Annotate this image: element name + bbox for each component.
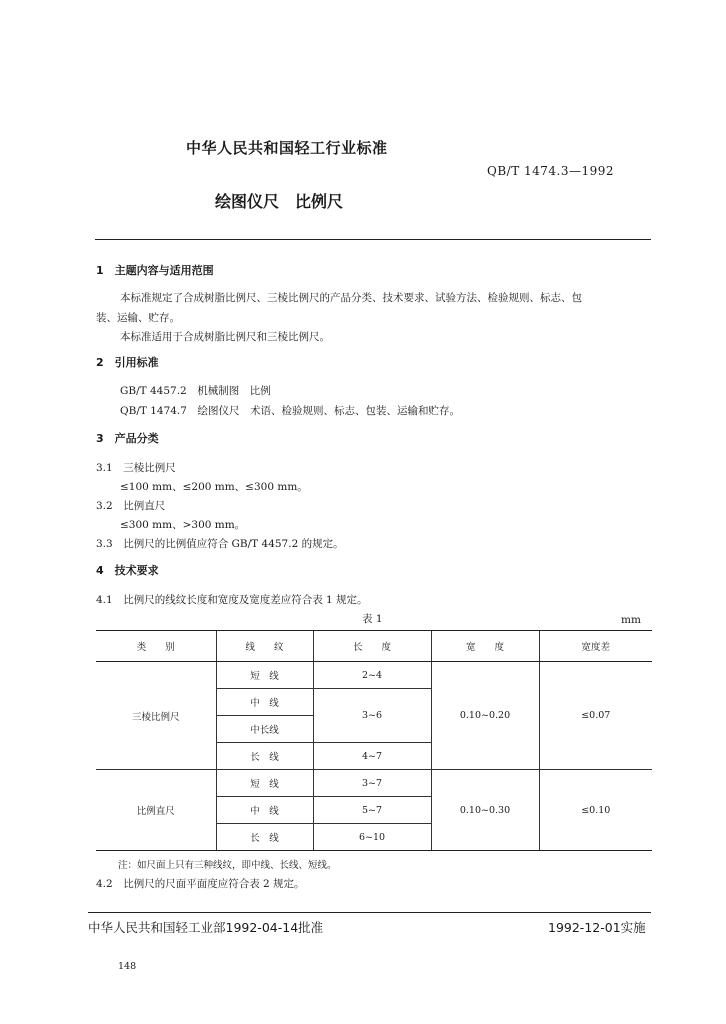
reference-1: GB/T 4457.2 机械制图 比例 xyxy=(120,385,271,397)
length-cell: 4~7 xyxy=(313,743,431,770)
issuing-organization: 中华人民共和国轻工行业标准 xyxy=(186,139,388,157)
approval-line: 中华人民共和国轻工业部1992-04-14批准 xyxy=(88,920,324,935)
table-caption: 表 1 xyxy=(362,613,383,625)
width-diff-cell: ≤0.10 xyxy=(539,770,652,851)
standard-code: QB/T 1474.3—1992 xyxy=(487,164,615,178)
clause-3-2-detail: ≤300 mm、>300 mm。 xyxy=(120,519,246,531)
section-2-heading: 2 引用标准 xyxy=(96,356,159,369)
table-unit: mm xyxy=(621,614,641,626)
section-3-heading: 3 产品分类 xyxy=(96,432,159,445)
length-cell: 5~7 xyxy=(313,797,431,824)
header-width: 宽 度 xyxy=(431,631,539,662)
length-cell: 6~10 xyxy=(313,824,431,851)
document-title: 绘图仪尺 比例尺 xyxy=(215,192,344,211)
section-1-paragraph-2: 本标准适用于合成树脂比例尺和三棱比例尺。 xyxy=(120,331,330,343)
clause-4-2: 4.2 比例尺的尺面平面度应符合表 2 规定。 xyxy=(96,878,305,890)
section-4-heading: 4 技术要求 xyxy=(96,564,159,577)
length-cell: 3~7 xyxy=(313,770,431,797)
table-row xyxy=(96,662,652,689)
header-width-diff: 宽度差 xyxy=(539,631,652,662)
category-cell: 三棱比例尺 xyxy=(96,662,216,770)
section-1-paragraph-1: 本标准规定了合成树脂比例尺、三棱比例尺的产品分类、技术要求、试验方法、检验规则、标志、包 xyxy=(120,292,582,304)
table-header-row xyxy=(96,631,652,662)
clause-3-2: 3.2 比例直尺 xyxy=(96,500,166,512)
width-diff-cell: ≤0.07 xyxy=(539,662,652,770)
footer-rule xyxy=(88,912,651,913)
line-cell: 长 线 xyxy=(216,743,313,770)
section-1-heading: 1 主题内容与适用范围 xyxy=(96,264,214,277)
width-cell: 0.10~0.30 xyxy=(431,770,539,851)
section-1-paragraph-1-cont: 装、运输、贮存。 xyxy=(96,312,180,324)
line-cell: 短 线 xyxy=(216,770,313,797)
clause-3-1: 3.1 三棱比例尺 xyxy=(96,462,176,474)
table-note: 注：如尺面上只有三种线纹，即中线、长线、短线。 xyxy=(118,860,337,871)
clause-4-1: 4.1 比例尺的线纹长度和宽度及宽度差应符合表 1 规定。 xyxy=(96,594,368,606)
line-cell: 长 线 xyxy=(216,824,313,851)
page-number: 148 xyxy=(118,961,137,972)
clause-3-1-detail: ≤100 mm、≤200 mm、≤300 mm。 xyxy=(120,481,308,493)
table-1 xyxy=(96,630,652,851)
category-cell: 比例直尺 xyxy=(96,770,216,851)
line-cell: 中长线 xyxy=(216,716,313,743)
header-category: 类 别 xyxy=(96,631,216,662)
header-length: 长 度 xyxy=(313,631,431,662)
length-cell: 3~6 xyxy=(313,689,431,743)
header-line: 线 纹 xyxy=(216,631,313,662)
table-row xyxy=(96,770,652,797)
line-cell: 中 线 xyxy=(216,797,313,824)
width-cell: 0.10~0.20 xyxy=(431,662,539,770)
length-cell: 2~4 xyxy=(313,662,431,689)
line-cell: 中 线 xyxy=(216,689,313,716)
line-cell: 短 线 xyxy=(216,662,313,689)
implementation-date: 1992-12-01实施 xyxy=(548,920,646,935)
header-rule xyxy=(95,239,651,240)
reference-2: QB/T 1474.7 绘图仪尺 术语、检验规则、标志、包装、运输和贮存。 xyxy=(120,405,460,417)
clause-3-3: 3.3 比例尺的比例值应符合 GB/T 4457.2 的规定。 xyxy=(96,538,344,550)
